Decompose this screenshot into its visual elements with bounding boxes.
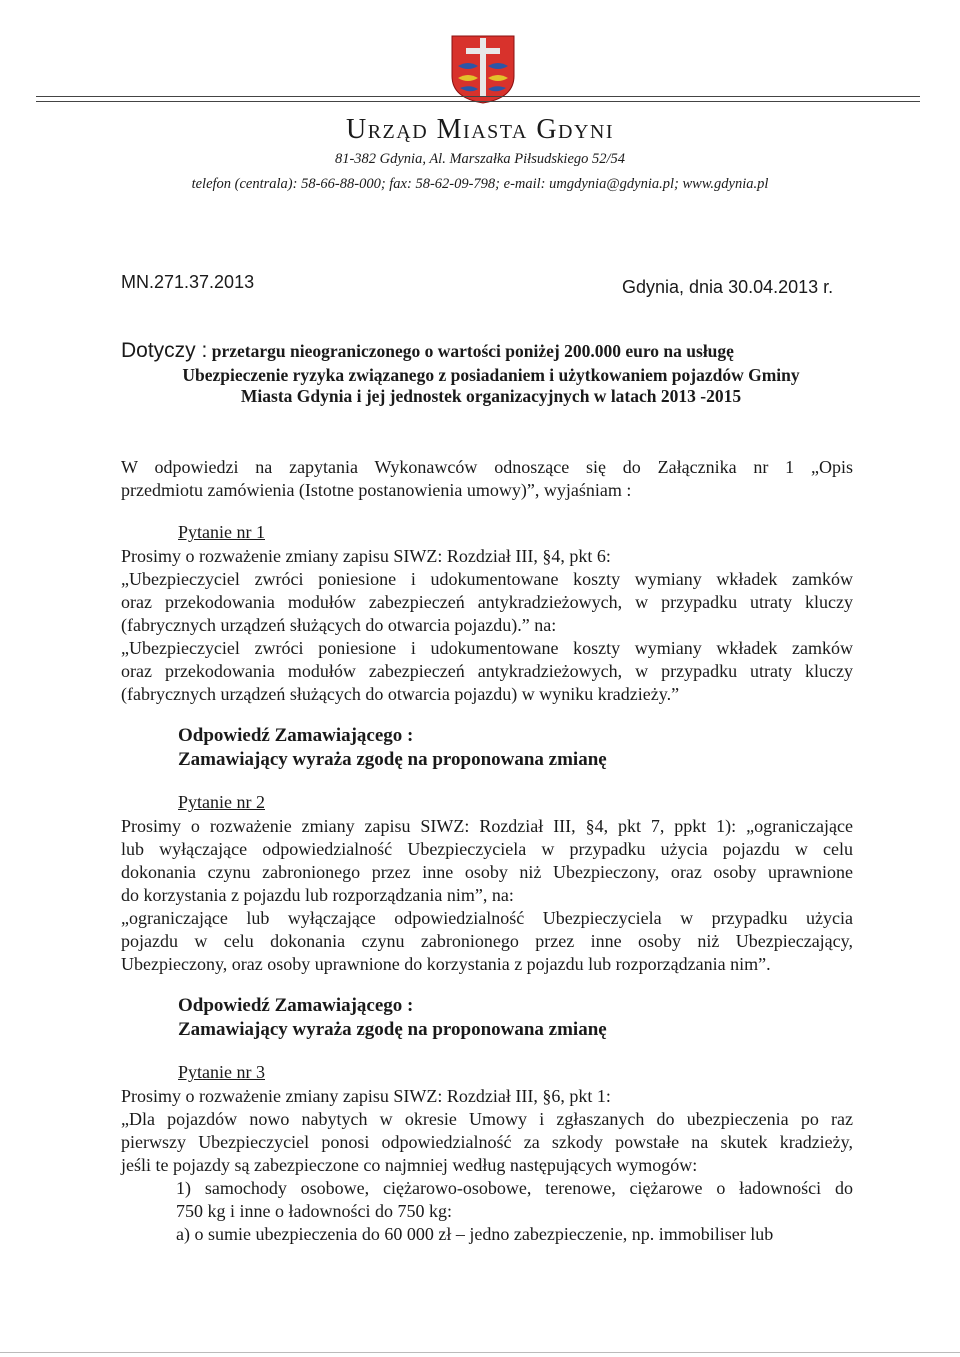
answer-1-text: Zamawiający wyraża zgodę na proponowana zmianę: [178, 749, 607, 770]
q3-line: jeśli te pojazdy są zabezpieczone co najmniej według następujących wymogów:: [121, 1155, 698, 1175]
q3-list-item: 1) samochody osobowe, ciężarowo-osobowe, terenowe, ciężarowe o ładowności do: [176, 1178, 853, 1198]
question-2-text: [121, 815, 853, 976]
intro-paragraph: [121, 456, 853, 502]
question-1-text: [121, 545, 853, 706]
q3-line: „Dla pojazdów nowo nabytych w okresie Umowy i zgłaszanych do ubezpieczenia po raz: [121, 1109, 853, 1129]
answer-2-text: Zamawiający wyraża zgodę na proponowana zmianę: [178, 1019, 607, 1040]
q3-list-item: a) o sumie ubezpieczenia do 60 000 zł – jedno zabezpieczenie, np. immobiliser lub: [176, 1224, 774, 1244]
q1-line: oraz przekodowania modułów zabezpieczeń antykradzieżowych, w przypadku utraty kluczy: [121, 592, 853, 612]
q1-line: (fabrycznych urządzeń służących do otwarcia pojazdu).” na:: [121, 615, 557, 635]
document-date: Gdynia, dnia 30.04.2013 r.: [622, 277, 834, 297]
office-name: Urząd Miasta Gdyni: [345, 114, 615, 145]
q3-line: Prosimy o rozważenie zmiany zapisu SIWZ: Rozdział III, §6, pkt 1:: [121, 1086, 611, 1106]
q3-line: pierwszy Ubezpieczyciel ponosi odpowiedzialność za szkody powstałe na skutek kradzieży,: [121, 1132, 853, 1152]
q2-line: Prosimy o rozważenie zmiany zapisu SIWZ: Rozdział III, §4, pkt 7, ppkt 1): „ograniczające: [121, 816, 853, 836]
question-3-heading: Pytanie nr 3: [178, 1062, 265, 1082]
question-2-heading: Pytanie nr 2: [178, 792, 265, 812]
intro-line-1: W odpowiedzi na zapytania Wykonawców odnoszące się do Załącznika nr 1 „Opis: [121, 457, 853, 477]
q1-line: „Ubezpieczyciel zwróci poniesione i udokumentowane koszty wymiany wkładek zamków: [121, 569, 853, 589]
answer-1-label: Odpowiedź Zamawiającego :: [178, 725, 414, 746]
answer-2-label: Odpowiedź Zamawiającego :: [178, 995, 414, 1016]
subject-line-3: Miasta Gdynia i jej jednostek organizacyjnych w latach 2013 -2015: [240, 386, 742, 406]
question-3-text: [121, 1085, 853, 1246]
q2-line: lub wyłączające odpowiedzialność Ubezpieczyciela w przypadku użycia pojazdu w celu: [121, 839, 853, 859]
subject-line-2: Ubezpieczenie ryzyka związanego z posiadaniem i użytkowaniem pojazdów Gminy: [182, 365, 800, 385]
page-bottom-edge: [0, 1352, 960, 1353]
subject-line-1: przetargu nieograniczonego o wartości poniżej 200.000 euro na usługę: [211, 341, 734, 361]
office-contact: telefon (centrala): 58-66-88-000; fax: 58-62-09-798; e-mail: umgdynia@gdynia.pl; www.gdynia.pl: [191, 176, 769, 192]
q1-line: (fabrycznych urządzeń służących do otwarcia pojazdu) w wyniku kradzieży.”: [121, 684, 680, 704]
header-rule-top: [36, 96, 920, 97]
intro-line-2: przedmiotu zamówienia (Istotne postanowienia umowy)”, wyjaśniam :: [121, 480, 632, 500]
header-rule-bottom: [36, 101, 920, 102]
q1-line: Prosimy o rozważenie zmiany zapisu SIWZ: Rozdział III, §4, pkt 6:: [121, 546, 611, 566]
q2-line: do korzystania z pojazdu lub rozporządzania nim”, na:: [121, 885, 514, 905]
q1-line: „Ubezpieczyciel zwróci poniesione i udokumentowane koszty wymiany wkładek zamków: [121, 638, 853, 658]
q2-line: pojazdu w celu dokonania czynu zabronionego przez inne osoby niż Ubezpieczający,: [121, 931, 853, 951]
q1-line: oraz przekodowania modułów zabezpieczeń antykradzieżowych, w przypadku utraty kluczy: [121, 661, 853, 681]
subject-label: Dotyczy :: [121, 339, 208, 362]
answer-1: [178, 724, 607, 772]
answer-2: [178, 994, 607, 1042]
q2-line: „ograniczające lub wyłączające odpowiedzialność Ubezpieczyciela w przypadku użycia: [121, 908, 853, 928]
gdynia-coat-of-arms-icon: [448, 32, 518, 104]
subject: [121, 339, 861, 407]
case-reference: MN.271.37.2013: [121, 272, 255, 292]
q2-line: dokonania czynu zabronionego przez inne osoby niż Ubezpieczony, oraz osoby uprawnione: [121, 862, 853, 882]
office-address: 81-382 Gdynia, Al. Marszałka Piłsudskiego 52/54: [334, 151, 626, 167]
question-1-heading: Pytanie nr 1: [178, 522, 265, 542]
q2-line: Ubezpieczony, oraz osoby uprawnione do korzystania z pojazdu lub rozporządzania nim”.: [121, 954, 771, 974]
q3-list-item: 750 kg i inne o ładowności do 750 kg:: [176, 1201, 452, 1221]
